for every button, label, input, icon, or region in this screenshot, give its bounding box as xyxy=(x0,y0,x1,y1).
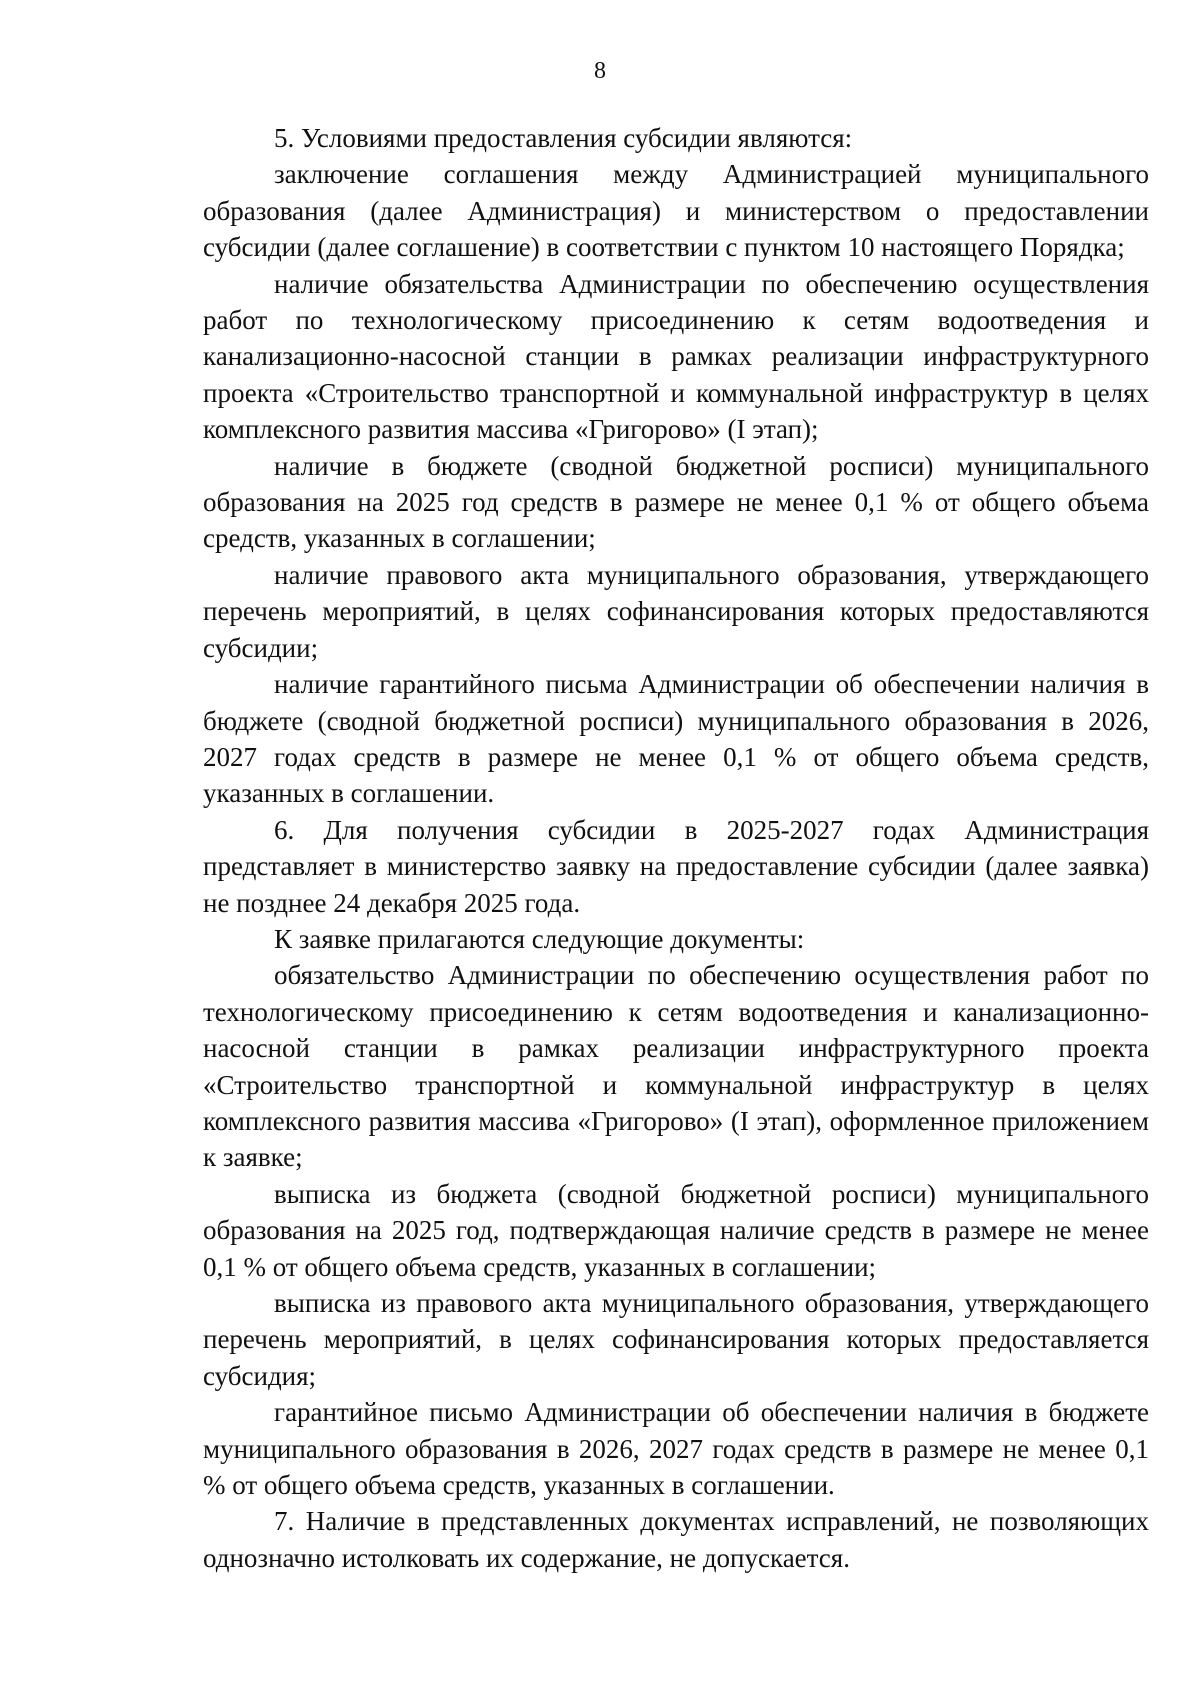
paragraph-condition-legal-act: наличие правового акта муниципального образования, утверждающего перечень мероприятий, в целях софинансирования которых предоставляются субсидии; xyxy=(203,559,1149,663)
paragraph-attachments-heading: К заявке прилагаются следующие документы: xyxy=(274,923,805,954)
paragraph-attachment-guarantee-letter: гарантийное письмо Администрации об обеспечении наличия в бюджете муниципального образования в 2026, 2027 годах средств в размере не менее 0,1 % от общего объема средств, указанных в соглашении. xyxy=(203,1397,1149,1501)
paragraph-attachment-budget-extract: выписка из бюджета (сводной бюджетной росписи) муниципального образования на 2025 год, подтверждающая наличие средств в размере не менее 0,1 % от общего объема средств, указанных в соглашении; xyxy=(203,1178,1149,1282)
paragraph-conditions-heading: 5. Условиями предоставления субсидии являются: xyxy=(274,123,853,153)
paragraph-attachment-obligation: обязательство Администрации по обеспечению осуществления работ по технологическому присоединению к сетям водоотведения и канализационно-насосной станции в рамках реализации инфраструктурного проекта «Строительство транспортной и коммунальной инфраструктур в целях комплексного развития массива «Григорово» (I этап), оформленное приложением к заявке; xyxy=(203,960,1149,1173)
paragraph-condition-budget: наличие в бюджете (сводной бюджетной росписи) муниципального образования на 2025 год средств в размере не менее 0,1 % от общего объема средств, указанных в соглашении; xyxy=(203,450,1149,554)
paragraph-condition-agreement: заключение соглашения между Администрацией муниципального образования (далее Администрация) и министерством о предоставлении субсидии (далее соглашение) в соответствии с пунктом 10 настоящего Порядка; xyxy=(203,159,1149,263)
paragraph-corrections-rule: 7. Наличие в представленных документах исправлений, не позволяющих однозначно истолковать их содержание, не допускается. xyxy=(203,1506,1149,1573)
document-body xyxy=(203,120,1149,1576)
paragraph-attachment-legal-act-extract: выписка из правового акта муниципального образования, утверждающего перечень мероприятий, в целях софинансирования которых предоставляется субсидия; xyxy=(203,1288,1149,1391)
paragraph-condition-guarantee-letter: наличие гарантийного письма Администрации об обеспечении наличия в бюджете (сводной бюджетной росписи) муниципального образования в 2026, 2027 годах средств в размере не менее 0,1 % от общего объема средств, указанных в соглашении. xyxy=(203,669,1149,809)
paragraph-condition-obligation: наличие обязательства Администрации по обеспечению осуществления работ по технологическому присоединению к сетям водоотведения и канализационно-насосной станции в рамках реализации инфраструктурного проекта «Строительство транспортной и коммунальной инфраструктур в целях комплексного развития массива «Григорово» (I этап); xyxy=(203,268,1149,445)
paragraph-application-deadline: 6. Для получения субсидии в 2025-2027 годах Администрация представляет в министерство заявку на предоставление субсидии (далее заявка) не позднее 24 декабря 2025 года. xyxy=(203,814,1149,918)
page-number: 8 xyxy=(594,58,606,84)
